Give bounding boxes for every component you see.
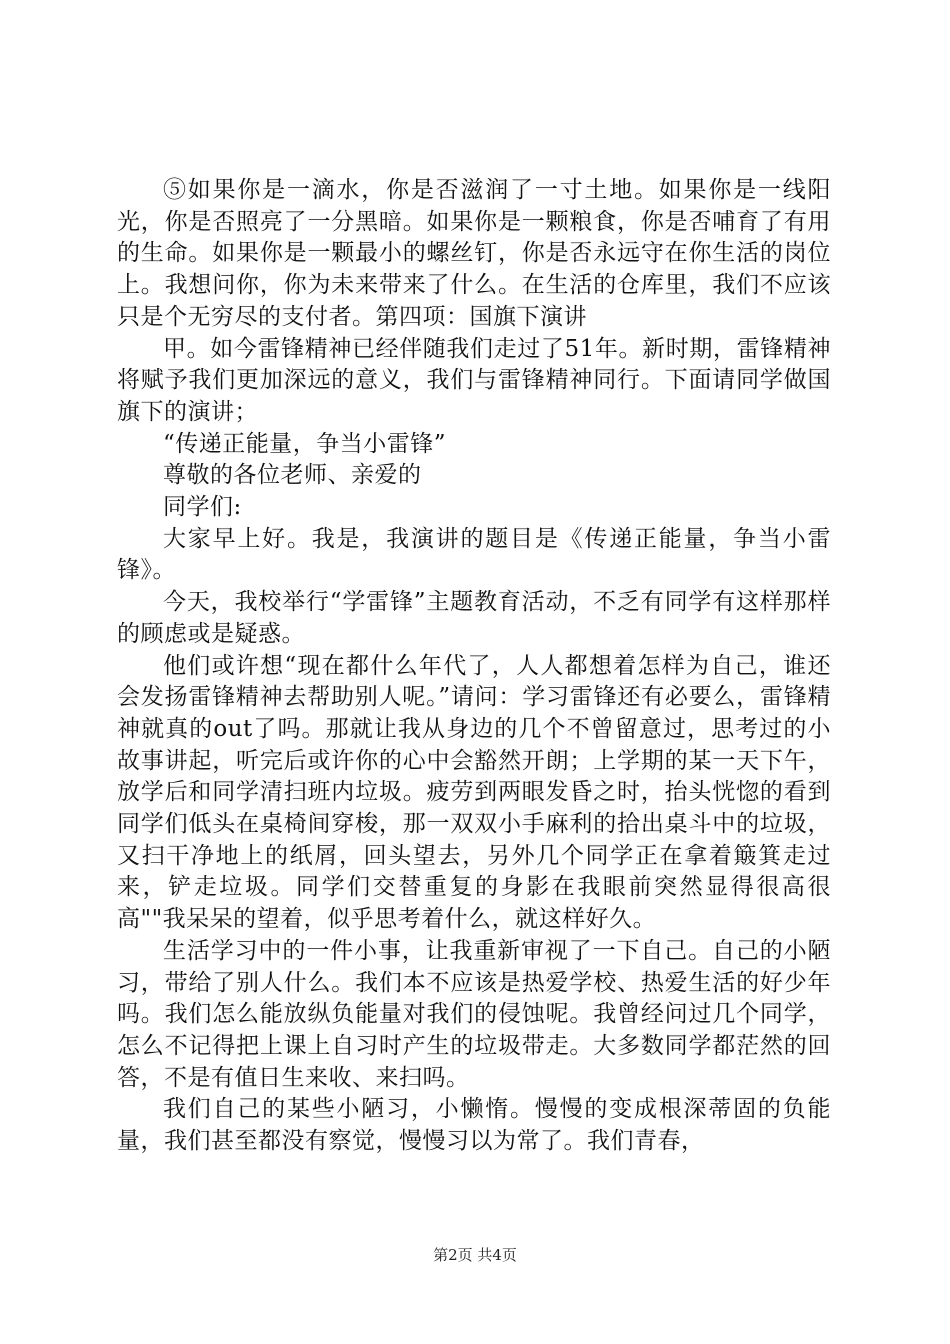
salutation-line-1: 尊敬的各位老师、亲爱的: [163, 462, 422, 489]
speech-title: “传递正能量，争当小雷锋”: [163, 430, 447, 457]
paragraph-today: 今天，我校举行“学雷锋”主题教育活动，不乏有同学有这样那样的顾虑或是疑惑。: [117, 589, 831, 647]
paragraph-story: 他们或许想“现在都什么年代了，人人都想着怎样为自己，谁还会发扬雷锋精神去帮助别人呢。”请问：学习雷锋还有必要么，雷锋精神就真的out了吗。那就让我从身边的几个不曾留意过，思考过的小故事讲起，听完后或许你的心中会豁然开朗；上学期的某一天下午，放学后和同学清扫班内垃圾。疲劳到两眼发昏之时，抬头恍惚的看到同学们低头在桌椅间穿梭，那一双双小手麻利的拾出桌斗中的垃圾，又扫干净地上的纸屑，回头望去，另外几个同学正在拿着簸箕走过来，铲走垃圾。同学们交替重复的身影在我眼前突然显得很高很高""我呆呆的望着，似乎思考着什么，就这样好久。: [117, 652, 831, 933]
document-body: [117, 175, 831, 1158]
paragraph-greeting: 大家早上好。我是，我演讲的题目是《传递正能量，争当小雷锋》。: [117, 525, 831, 584]
paragraph-1: ⑤如果你是一滴水，你是否滋润了一寸土地。如果你是一线阳光，你是否照亮了一分黑暗。如果你是一颗粮食，你是否哺育了有用的生命。如果你是一颗最小的螺丝钉，你是否永远守在你生活的岗位上。我想问你，你为未来带来了什么。在生活的仓库里，我们不应该只是个无穷尽的支付者。第四项：国旗下演讲: [117, 177, 831, 330]
paragraph-2: 甲。如今雷锋精神已经伴随我们走过了51年。新时期，雷锋精神将赋予我们更加深远的意义，我们与雷锋精神同行。下面请同学做国旗下的演讲；: [117, 335, 831, 425]
page-number-footer: 第2页 共4页: [433, 1246, 517, 1264]
salutation-line-2: 同学们:: [163, 494, 242, 521]
paragraph-reflection: 生活学习中的一件小事，让我重新审视了一下自己。自己的小陋习，带给了别人什么。我们本不应该是热爱学校、热爱生活的好少年吗。我们怎么能放纵负能量对我们的侵蚀呢。我曾经问过几个同学，怎么不记得把上课上自习时产生的垃圾带走。大多数同学都茫然的回答，不是有值日生来收、来扫吗。: [117, 937, 831, 1091]
paragraph-habits: 我们自己的某些小陋习，小懒惰。慢慢的变成根深蒂固的负能量，我们甚至都没有察觉，慢慢习以为常了。我们青春，: [117, 1096, 831, 1155]
